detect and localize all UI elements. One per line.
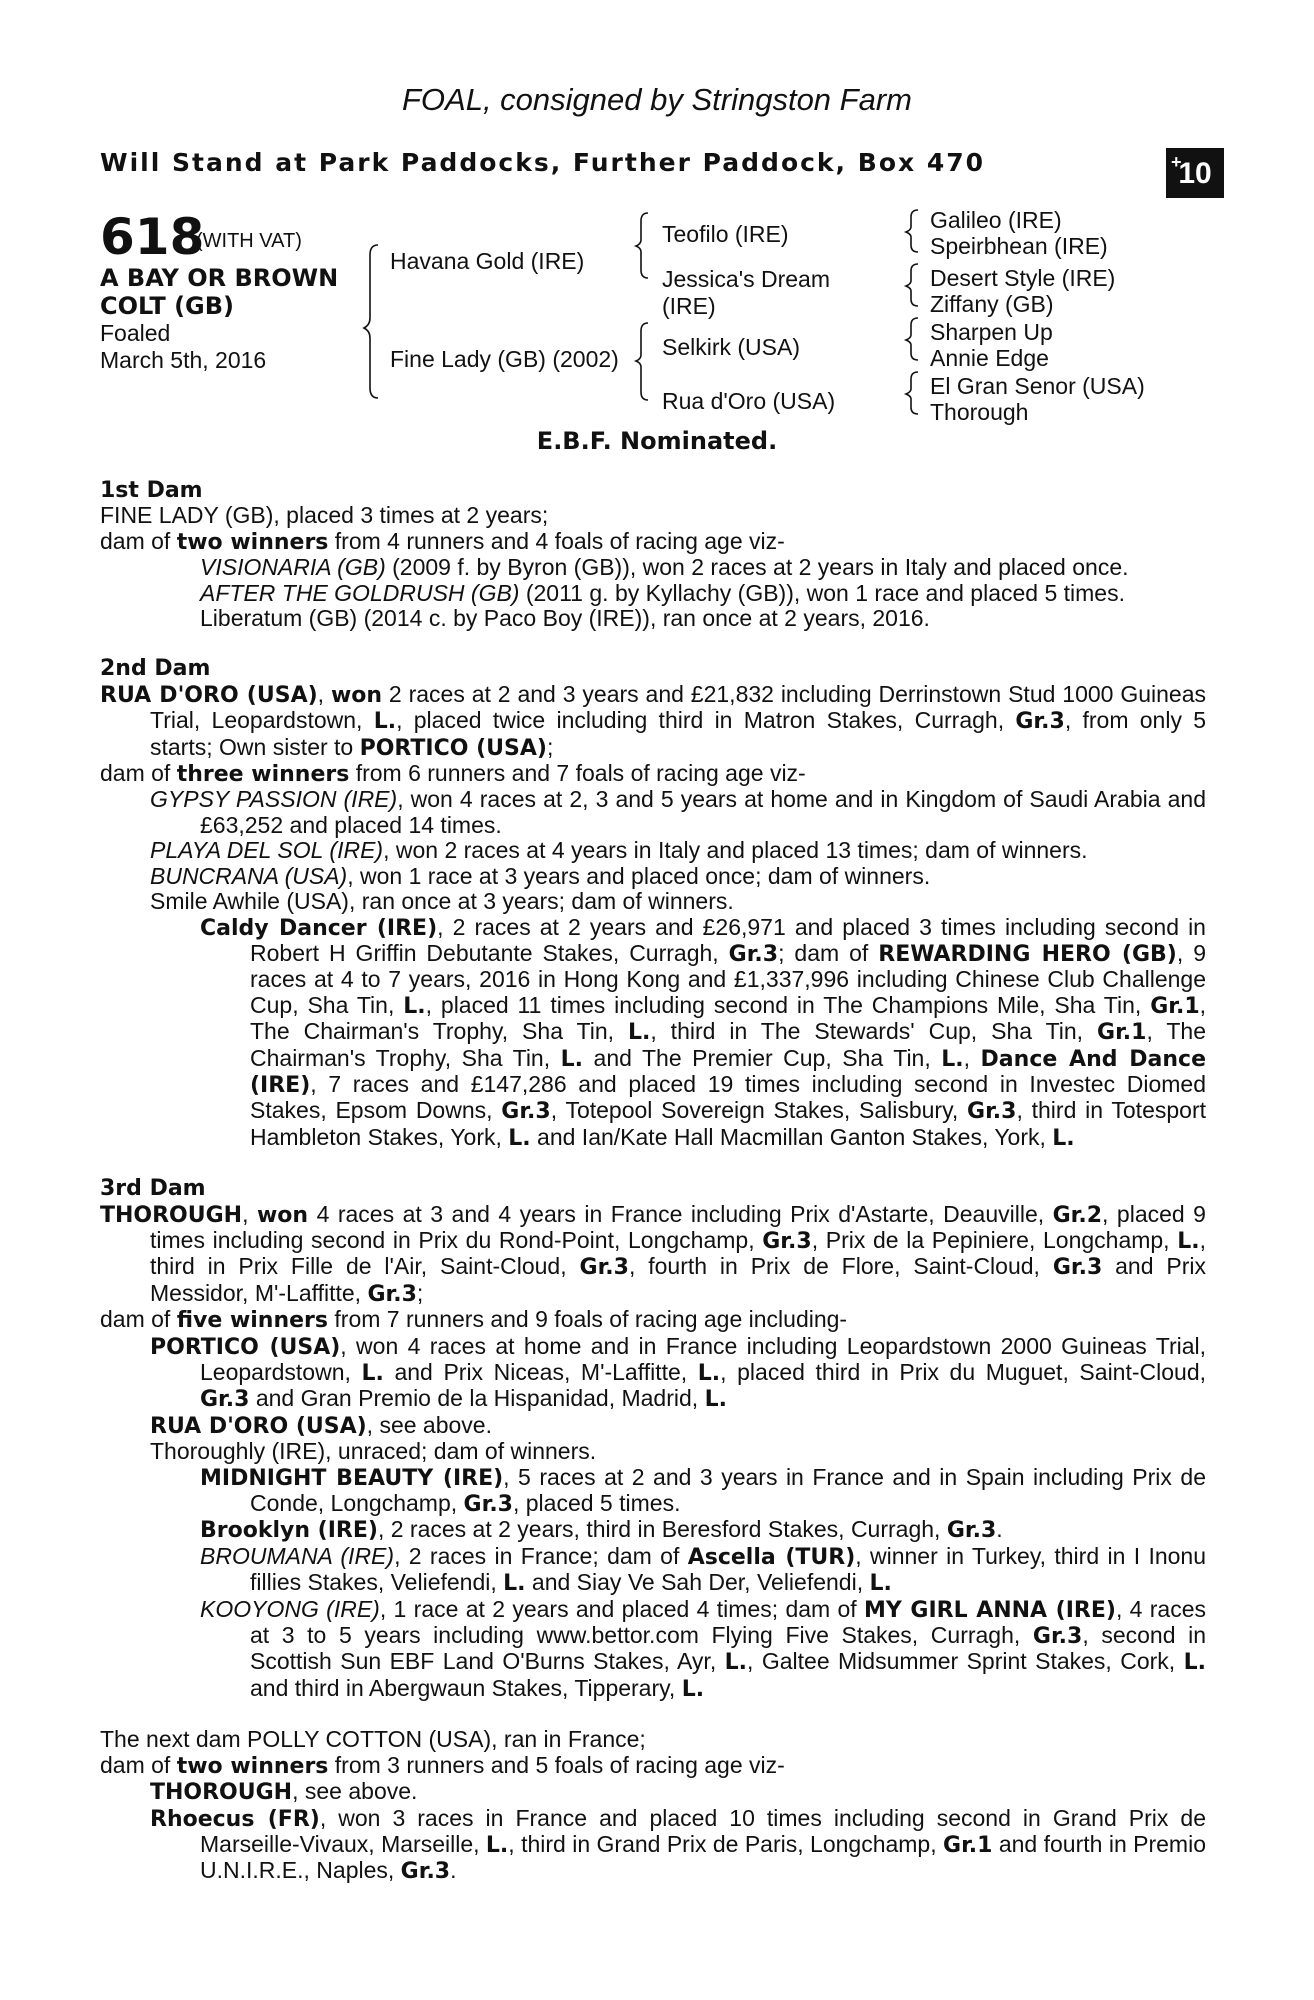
third-dam-line: THOROUGH, won 4 races at 3 and 4 years in France including Prix d'Astarte, Deauville, Gr.2, placed 9 times including second in Prix du Rond-Point, Longchamp, Gr.3, Prix de la Pepiniere, Longchamp, L., third in Prix Fille de l'Air, Saint-Cloud, Gr.3, fourth in Prix de Flore, Saint-Cloud, Gr.3 and Prix Messidor, M'-Laffitte, Gr.3; — [100, 1200, 1207, 1307]
pedigree-dss: Sharpen Up — [930, 319, 1053, 345]
list-item: Caldy Dancer (IRE), 2 races at 2 years and £26,971 and placed 3 times including second in Robert H Griffin Debutante Stakes, Curragh, Gr.3; dam of REWARDING HERO (GB), 9 races at 4 to 7 years, 2016 in Hong Kong and £1,337,996 including Chinese Club Challenge Cup, Sha Tin, L., placed 11 times including second in The Champions Mile, Sha Tin, Gr.1, The Chairman's Trophy, Sha Tin, L., third in The Stewards' Cup, Sha Tin, Gr.1, The Chairman's Trophy, Sha Tin, L. and The Premier Cup, Sha Tin, L., Dance And Dance (IRE), 7 races and £147,286 and placed 19 times including second in Investec Diomed Stakes, Epsom Downs, Gr.3, Totepool Sovereign Stakes, Salisbury, Gr.3, third in Totesport Hambleton Stakes, York, L. and Ian/Kate Hall Macmillan Ganton Stakes, York, L. — [200, 913, 1207, 1151]
pedigree-sire-sire: Teofilo (IRE) — [662, 221, 789, 247]
first-dam-produce: dam of two winners from 4 runners and 4 foals of racing age viz- — [100, 527, 785, 555]
second-dam-heading: 2nd Dam — [100, 656, 211, 682]
list-item: AFTER THE GOLDRUSH (GB) (2011 g. by Kyllachy (GB)), won 1 race and placed 5 times. — [200, 579, 1125, 606]
list-item: Smile Awhile (USA), ran once at 3 years; dam of winners. — [150, 888, 734, 915]
list-item: MIDNIGHT BEAUTY (IRE), 5 races at 2 and 3 years in France and in Spain including Prix de Conde, Longchamp, Gr.3, placed 5 times. — [200, 1463, 1206, 1518]
list-item: VISIONARIA (GB) (2009 f. by Byron (GB)), won 2 races at 2 years in Italy and placed once. — [200, 554, 1129, 581]
stabling-location: Will Stand at Park Paddocks, Further Paddock, Box 470 — [100, 148, 986, 177]
pedigree-ddd: Thorough — [930, 399, 1029, 425]
pedigree-dds: El Gran Senor (USA) — [930, 373, 1145, 399]
list-item: RUA D'ORO (USA), see above. — [150, 1411, 492, 1439]
list-item: BUNCRANA (USA), won 1 race at 3 years and placed once; dam of winners. — [150, 862, 931, 889]
second-dam-produce: dam of three winners from 6 runners and 7 foals of racing age viz- — [100, 760, 806, 788]
list-item: KOOYONG (IRE), 1 race at 2 years and placed 4 times; dam of MY GIRL ANNA (IRE), 4 races at 3 to 5 years including www.bettor.com Flying Five Stakes, Curragh, Gr.3, second in Scottish Sun EBF Land O'Burns Stakes, Ayr, L., Galtee Midsummer Sprint Stakes, Cork, L. and third in Abergwaun Stakes, Tipperary, L. — [200, 1595, 1206, 1702]
list-item: Liberatum (GB) (2014 c. by Paco Boy (IRE)), ran once at 2 years, 2016. — [200, 605, 930, 632]
pedigree-sds: Desert Style (IRE) — [930, 265, 1116, 291]
lot-number: 618 — [100, 208, 205, 266]
pedigree-sire: Havana Gold (IRE) — [390, 248, 585, 274]
list-item: Thoroughly (IRE), unraced; dam of winners. — [150, 1438, 597, 1465]
list-item: Rhoecus (FR), won 3 races in France and placed 10 times including second in Grand Prix de Marseille-Vivaux, Marseille, L., third in Grand Prix de Paris, Longchamp, Gr.1 and fourth in Premio U.N.I.R.E., Naples, Gr.3. — [150, 1804, 1206, 1885]
list-item: PORTICO (USA), won 4 races at home and in France including Leopardstown 2000 Guineas Trial, Leopardstown, L. and Prix Niceas, M'-Laffitte, L., placed third in Prix du Muguet, Saint-Cloud, Gr.3 and Gran Premio de la Hispanidad, Madrid, L. — [150, 1332, 1207, 1413]
ebf-nominated: E.B.F. Nominated. — [536, 427, 778, 455]
pedigree-sire-dam: Jessica's Dream (IRE) — [662, 266, 830, 319]
consignor-line: FOAL, consigned by Stringston Farm — [401, 82, 912, 117]
produce-record — [100, 478, 1206, 1885]
second-dam-line: RUA D'ORO (USA), won 2 races at 2 and 3 years and £21,832 including Derrinstown Stud 1000 Guineas Trial, Leopardstown, L., placed twice including third in Matron Stakes, Curragh, Gr.3, from only 5 starts; Own sister to PORTICO (USA); — [100, 680, 1207, 761]
list-item: BROUMANA (IRE), 2 races in France; dam of Ascella (TUR), winner in Turkey, third in I Inonu fillies Stakes, Veliefendi, L. and Siay Ve Sah Der, Veliefendi, L. — [200, 1542, 1206, 1597]
foaled-date: March 5th, 2016 — [100, 347, 267, 373]
foaled-label: Foaled — [100, 320, 171, 346]
pedigree-ssd: Speirbhean (IRE) — [930, 233, 1108, 259]
pedigree-dam: Fine Lady (GB) (2002) — [390, 346, 619, 372]
pedigree-dsd: Annie Edge — [930, 345, 1049, 371]
pedigree-sss: Galileo (IRE) — [930, 207, 1062, 233]
badge-plus: + — [1171, 152, 1182, 172]
first-dam-heading: 1st Dam — [100, 478, 203, 503]
pedigree-dam-dam: Rua d'Oro (USA) — [662, 388, 836, 414]
pedigree-sdd: Ziffany (GB) — [930, 291, 1054, 317]
pedigree-dam-sire: Selkirk (USA) — [662, 334, 801, 360]
next-dam-line: The next dam POLLY COTTON (USA), ran in France; — [100, 1726, 646, 1753]
first-dam-line: FINE LADY (GB), placed 3 times at 2 years; — [100, 502, 549, 529]
list-item: THOROUGH, see above. — [150, 1778, 418, 1806]
list-item: GYPSY PASSION (IRE), won 4 races at 2, 3 and 5 years at home and in Kingdom of Saudi Arabia and £63,252 and placed 14 times. — [150, 786, 1206, 838]
third-dam-heading: 3rd Dam — [100, 1176, 206, 1202]
vat-note: (WITH VAT) — [196, 230, 302, 252]
third-dam-produce: dam of five winners from 7 runners and 9 foals of racing age including- — [100, 1306, 848, 1334]
list-item: Brooklyn (IRE), 2 races at 2 years, third in Beresford Stakes, Curragh, Gr.3. — [200, 1516, 1003, 1544]
lot-description: A BAY OR BROWN COLT (GB) — [100, 264, 339, 320]
badge-number: 10 — [1178, 157, 1212, 190]
list-item: PLAYA DEL SOL (IRE), won 2 races at 4 years in Italy and placed 13 times; dam of winners. — [150, 837, 1088, 864]
next-dam-produce: dam of two winners from 3 runners and 5 foals of racing age viz- — [100, 1751, 785, 1779]
